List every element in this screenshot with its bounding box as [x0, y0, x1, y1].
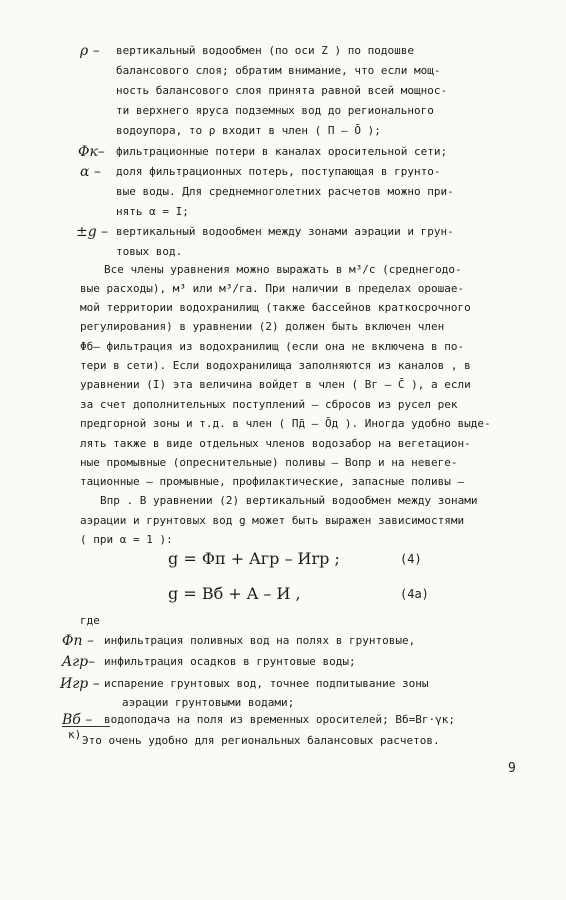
text-line: к) — [68, 728, 82, 741]
text-line: ные промывные (опреснительные) поливы – Bопр и на невеге- — [80, 456, 458, 469]
text-line: ти верхнего яруса подземных вод до регионального — [116, 104, 434, 117]
text-line: балансового слоя; обратим внимание, что если мощ- — [116, 64, 441, 77]
text-line: ность балансового слоя принята равной всей мощнос- — [116, 84, 448, 97]
equation-number: (4а) — [400, 587, 429, 601]
text-line: ( при α = 1 ): — [80, 533, 173, 546]
symbol-label: Bб – — [62, 712, 93, 728]
text-line: вертикальный водообмен между зонами аэрации и грун- — [116, 225, 454, 238]
text-line: инфильтрация осадков в грунтовые воды; — [104, 655, 356, 668]
text-line: тери в сети). Если водохранилища заполняются из каналов , в — [80, 359, 471, 372]
text-line: регулирования) в уравнении (2) должен быть включен член — [80, 320, 445, 333]
text-line: лять также в виде отдельных членов водозабор на вегетацион- — [80, 437, 471, 450]
text-line: уравнении (I) эта величина войдет в член ( Bг – C̄ ), а если — [80, 378, 471, 391]
symbol-label: Φк– — [78, 144, 105, 160]
equation: g = Φп + Aгр – Иrp ; — [168, 549, 340, 568]
text-line: Bпр . В уравнении (2) вертикальный водообмен между зонами — [100, 494, 478, 507]
equation-number: (4) — [400, 552, 422, 566]
text-line: нять α = I; — [116, 205, 189, 218]
text-line: за счет дополнительных поступлений – сбросов из русел рек — [80, 398, 458, 411]
text-line: вертикальный водообмен (по оси Z ) по подошве — [116, 44, 415, 57]
text-line: товых вод. — [116, 245, 183, 258]
footnote-rule — [62, 726, 110, 727]
page-number: 9 — [508, 761, 516, 776]
text-line: где — [80, 614, 100, 627]
symbol-label: α – — [80, 164, 101, 180]
text-line: аэрации и грунтовых вод g может быть выражен зависимостями — [80, 514, 465, 527]
text-line: мой территории водохранилищ (также бассейнов краткосрочного — [80, 301, 471, 314]
text-line: Это очень удобно для региональных балансовых расчетов. — [82, 734, 440, 747]
symbol-label: Aгр– — [62, 654, 96, 670]
symbol-label: Игр – — [60, 676, 100, 692]
text-line: фильтрационные потери в каналах оросительной сети; — [116, 145, 448, 158]
text-line: испарение грунтовых вод, точнее подпитывание зоны — [104, 677, 429, 690]
equation: g = Bб + A – И , — [168, 584, 301, 603]
text-line: Все члены уравнения можно выражать в м³/с (среднегодо- — [104, 263, 462, 276]
text-line: тационные – промывные, профилактические, запасные поливы – — [80, 475, 465, 488]
text-line: доля фильтрационных потерь, поступающая в грунто- — [116, 165, 441, 178]
text-line: предгорной зоны и т.д. в член ( Π̄д – Ōд ). Иногда удобно выде- — [80, 417, 491, 430]
text-line: водоподача на поля из временных оросителей; Bб=Bг·γк; — [104, 713, 455, 726]
symbol-label: ±g – — [76, 224, 109, 240]
symbol-label: Φп – — [62, 633, 94, 649]
text-line: вые воды. Для среднемноголетних расчетов можно при- — [116, 185, 454, 198]
symbol-label: ρ – — [80, 43, 100, 59]
text-line: вые расходы), м³ или м³/га. При наличии в пределах орошае- — [80, 282, 465, 295]
text-line: аэрации грунтовыми водами; — [122, 696, 295, 709]
text-line: инфильтрация поливных вод на полях в грунтовые, — [104, 634, 416, 647]
text-line: водоупора, то ρ входит в член ( Π – Ō ); — [116, 124, 381, 137]
text-line: Φб– фильтрация из водохранилищ (если она не включена в по- — [80, 340, 465, 353]
